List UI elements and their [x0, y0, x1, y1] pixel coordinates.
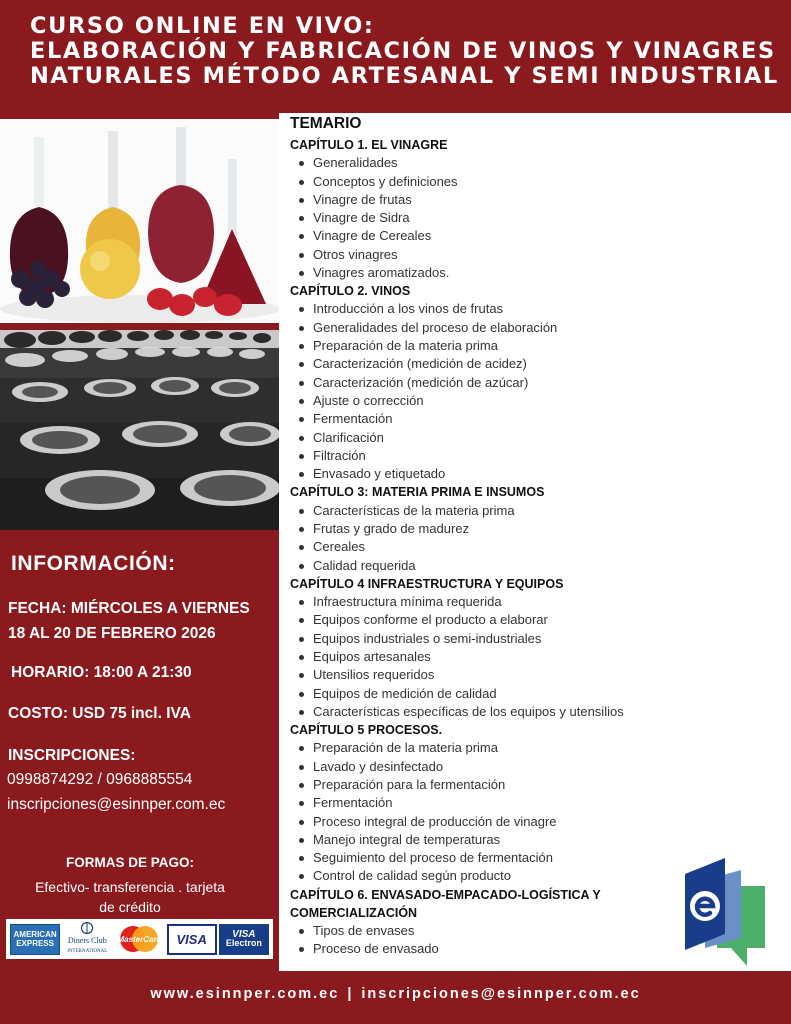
list-item: Características de la materia prima	[290, 502, 650, 520]
electron-text-1: VISA	[232, 929, 256, 940]
list-item: Características específicas de los equipos y utensilios	[290, 703, 650, 721]
list-item: Frutas y grado de madurez	[290, 520, 650, 538]
temario-panel	[279, 113, 791, 971]
chapter-5-items	[290, 739, 650, 885]
list-item: Filtración	[290, 447, 650, 465]
list-item: Vinagre de Cereales	[290, 227, 650, 245]
list-item: Introducción a los vinos de frutas	[290, 300, 650, 318]
list-item: Vinagre de Sidra	[290, 209, 650, 227]
list-item: Clarificación	[290, 429, 650, 447]
chapter-4-title: CAPÍTULO 4 INFRAESTRUCTURA Y EQUIPOS	[290, 576, 564, 591]
list-item: Proceso de envasado	[290, 940, 650, 958]
list-item: Cereales	[290, 538, 650, 556]
header-banner	[0, 0, 791, 113]
list-item: Caracterización (medición de azúcar)	[290, 374, 650, 392]
pago-title: FORMAS DE PAGO:	[66, 855, 194, 870]
visa-text: VISA	[176, 931, 207, 947]
list-item: Equipos industriales o semi-industriales	[290, 630, 650, 648]
list-item: Proceso integral de producción de vinagre	[290, 813, 650, 831]
diners-circle-icon	[80, 922, 94, 934]
pago-line-1: Efectivo- transferencia . tarjeta	[35, 879, 225, 895]
list-item: Preparación de la materia prima	[290, 337, 650, 355]
list-item: Seguimiento del proceso de fermentación	[290, 849, 650, 867]
chapter-1-title: CAPÍTULO 1. EL VINAGRE	[290, 138, 448, 152]
list-item: Generalidades	[290, 154, 650, 172]
footer-bar	[0, 971, 791, 1024]
temario-title: TEMARIO	[290, 115, 362, 132]
chapter-1-items	[290, 154, 650, 282]
list-item: Preparación de la materia prima	[290, 739, 650, 757]
list-item: Equipos conforme el producto a elaborar	[290, 611, 650, 629]
list-item: Envasado y etiquetado	[290, 465, 650, 483]
list-item: Manejo integral de temperaturas	[290, 831, 650, 849]
list-item: Vinagres aromatizados.	[290, 264, 650, 282]
list-item: Tipos de envases	[290, 922, 650, 940]
amex-logo	[10, 924, 60, 955]
title-line-1: CURSO ONLINE EN VIVO:	[30, 13, 375, 39]
list-item: Equipos de medición de calidad	[290, 685, 650, 703]
visa-electron-logo	[219, 924, 269, 955]
list-item: Infraestructura mínima requerida	[290, 593, 650, 611]
list-item: Fermentación	[290, 794, 650, 812]
chapter-5-title: CAPÍTULO 5 PROCESOS.	[290, 723, 443, 738]
footer-email[interactable]: inscripciones@esinnper.com.ec	[361, 986, 641, 1002]
list-item: Calidad requerida	[290, 557, 650, 575]
inscripciones-title: INSCRIPCIONES:	[8, 747, 136, 764]
contact-email[interactable]: inscripciones@esinnper.com.ec	[7, 796, 226, 813]
footer-separator: |	[347, 986, 354, 1002]
footer-website[interactable]: www.esinnper.com.ec	[150, 986, 340, 1002]
diners-text-1: Diners Club	[67, 936, 107, 945]
phone-numbers: 0998874292 / 0968885554	[7, 771, 193, 788]
list-item: Fermentación	[290, 410, 650, 428]
fecha-line-1: FECHA: MIÉRCOLES A VIERNES	[8, 600, 250, 617]
chapter-6-items	[290, 922, 650, 959]
visa-logo	[167, 924, 217, 955]
chapter-6-title: CAPÍTULO 6. ENVASADO-EMPACADO-LOGÍSTICA Y COMERCIALIZACIÓN	[290, 887, 601, 920]
amex-text-2: EXPRESS	[16, 939, 54, 948]
horario: HORARIO: 18:00 A 21:30	[11, 664, 192, 681]
vinegar-jars-photo	[0, 330, 279, 530]
list-item: Otros vinagres	[290, 246, 650, 264]
chapter-3-title: CAPÍTULO 3: MATERIA PRIMA E INSUMOS	[290, 485, 545, 500]
esinnper-logo	[683, 856, 767, 968]
list-item: Lavado y desinfectado	[290, 758, 650, 776]
info-panel	[0, 537, 279, 970]
chapter-2-title: CAPÍTULO 2. VINOS	[290, 284, 411, 299]
title-line-2: ELABORACIÓN Y FABRICACIÓN DE VINOS Y VINAGRES	[30, 38, 776, 64]
diners-text-2: INTERNATIONAL	[67, 949, 108, 954]
mastercard-logo	[114, 924, 164, 955]
diners-logo	[62, 924, 112, 955]
list-item: Utensilios requeridos	[290, 666, 650, 684]
esinnper-logo-icon	[683, 856, 767, 968]
fecha-line-2: 18 AL 20 DE FEBRERO 2026	[8, 625, 216, 642]
chapter-2-items	[290, 300, 650, 483]
list-item: Equipos artesanales	[290, 648, 650, 666]
chapter-3-items	[290, 502, 650, 575]
list-item: Preparación para la fermentación	[290, 776, 650, 794]
amex-text-1: AMERICAN	[13, 930, 57, 939]
title-line-3: NATURALES MÉTODO ARTESANAL Y SEMI INDUSTRIAL	[30, 63, 779, 89]
chapter-4-items	[290, 593, 650, 721]
bottles-photo	[0, 119, 279, 323]
pago-text	[0, 877, 260, 917]
list-item: Ajuste o corrección	[290, 392, 650, 410]
payment-cards	[6, 919, 273, 959]
electron-text-2: Electron	[225, 938, 262, 948]
list-item: Conceptos y definiciones	[290, 173, 650, 191]
info-title: INFORMACIÓN:	[11, 552, 176, 575]
list-item: Caracterización (medición de acidez)	[290, 355, 650, 373]
list-item: Vinagre de frutas	[290, 191, 650, 209]
list-item: Generalidades del proceso de elaboración	[290, 319, 650, 337]
costo: COSTO: USD 75 incl. IVA	[8, 705, 191, 722]
chapter-list	[290, 136, 650, 959]
pago-line-2: de crédito	[99, 899, 161, 915]
list-item: Control de calidad según producto	[290, 867, 650, 885]
mastercard-text: MasterCard	[117, 934, 162, 944]
